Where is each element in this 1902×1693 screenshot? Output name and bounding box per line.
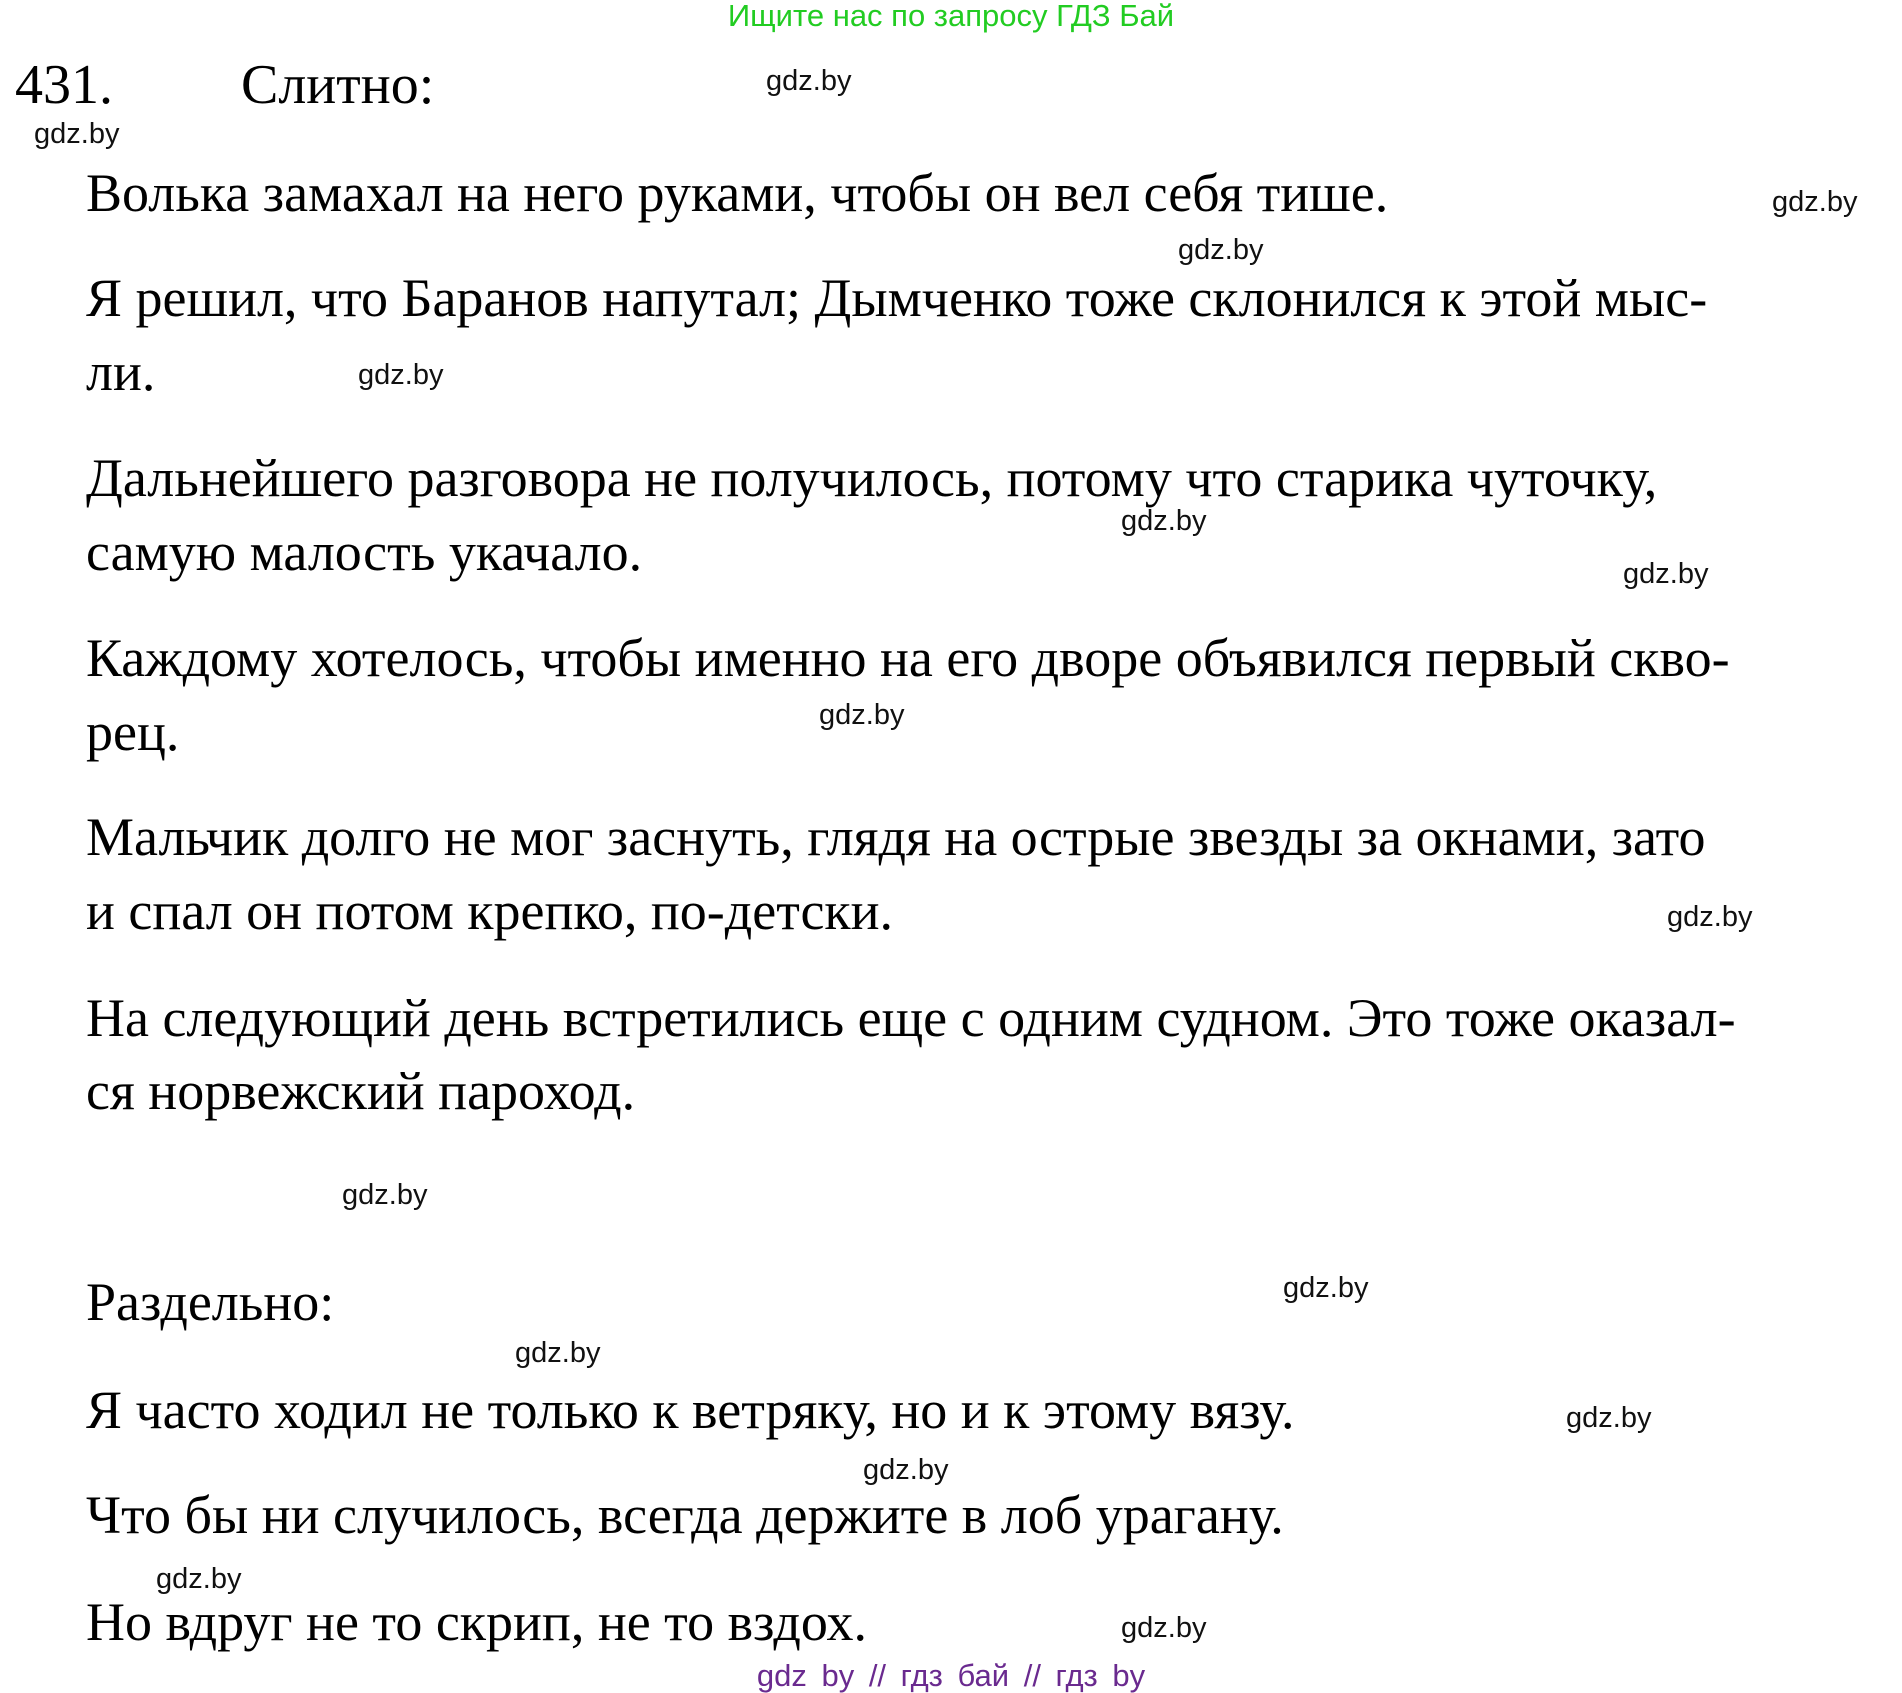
- watermark: gdz.by: [1121, 505, 1207, 537]
- watermark: gdz.by: [342, 1179, 428, 1211]
- watermark: gdz.by: [34, 118, 120, 150]
- sentence-line: Мальчик долго не мог заснуть, глядя на острые звезды за окнами, зато: [86, 807, 1706, 867]
- promo-header: Ищите нас по запросу ГДЗ Бай: [727, 0, 1175, 33]
- watermark: gdz.by: [515, 1337, 601, 1369]
- watermark: gdz.by: [1566, 1402, 1652, 1434]
- sentence-line: Каждому хотелось, чтобы именно на его дворе объявился первый скво-: [86, 628, 1730, 688]
- sentence-line: Что бы ни случилось, всегда держите в лоб урагану.: [86, 1485, 1284, 1545]
- watermark: gdz.by: [1667, 901, 1753, 933]
- sentence-line: На следующий день встретились еще с одним судном. Это тоже оказал-: [86, 988, 1736, 1048]
- sentence-line: самую малость укачало.: [86, 522, 643, 582]
- sentence-line: и спал он потом крепко, по-детски.: [86, 881, 894, 941]
- watermark: gdz.by: [766, 65, 852, 97]
- sentence-line: Дальнейшего разговора не получилось, потому что старика чуточку,: [86, 448, 1658, 508]
- watermark: gdz.by: [1178, 234, 1264, 266]
- sentence-line: ся норвежский пароход.: [86, 1061, 636, 1121]
- watermark: gdz.by: [819, 699, 905, 731]
- watermark: gdz.by: [156, 1563, 242, 1595]
- sentence-line: Волька замахал на него руками, чтобы он вел себя тише.: [86, 163, 1389, 223]
- watermark: gdz.by: [1772, 186, 1858, 218]
- watermark: gdz.by: [358, 359, 444, 391]
- sentence-line: ли.: [86, 342, 156, 402]
- watermark: gdz.by: [1283, 1272, 1369, 1304]
- sentence-line: Я решил, что Баранов напутал; Дымченко тоже склонился к этой мыс-: [86, 268, 1708, 328]
- section-title-together: Слитно:: [241, 54, 435, 116]
- watermark: gdz.by: [1121, 1612, 1207, 1644]
- sentence-line: Но вдруг не то скрип, не то вздох.: [86, 1592, 868, 1652]
- watermark: gdz.by: [863, 1454, 949, 1486]
- watermark: gdz.by: [1623, 558, 1709, 590]
- sentence-line: рец.: [86, 702, 180, 762]
- footer-links: gdz by // гдз бай // гдз by: [756, 1658, 1146, 1693]
- sentence-line: Я часто ходил не только к ветряку, но и к этому вязу.: [86, 1380, 1295, 1440]
- section-title-separate: Раздельно:: [86, 1272, 335, 1332]
- exercise-number: 431.: [15, 54, 113, 116]
